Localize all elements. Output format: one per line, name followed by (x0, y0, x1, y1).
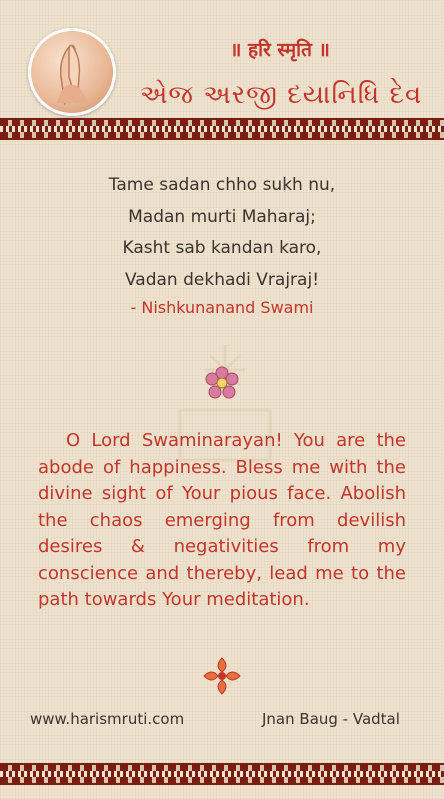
verse-line: Madan murti Maharaj; (128, 206, 316, 227)
border-band-top (0, 118, 444, 140)
verse-line: Tame sadan chho sukh nu, (108, 175, 336, 195)
verse-line: Vadan dekhadi Vrajraj! (124, 269, 320, 290)
verse-block (0, 170, 444, 317)
flower-icon (205, 366, 239, 400)
website-link[interactable]: www.harismruti.com (30, 710, 185, 728)
brand-title: ॥ हरि स्मृति ॥ (230, 39, 330, 61)
folded-hands-icon (28, 28, 116, 116)
border-band-bottom (0, 763, 444, 785)
swastik-emblem-icon (200, 654, 244, 698)
verse-line: Kasht sab kandan karo, (122, 238, 322, 258)
page-subtitle: એજ અરજી દયાનિધિ દેવ (140, 80, 423, 110)
header (0, 0, 444, 118)
location-text: Jnan Baug - Vadtal (262, 710, 400, 728)
verse-attribution: - Nishkunanand Swami (130, 298, 314, 317)
prayer-paragraph: O Lord Swaminarayan! You are the abode of happiness. Bless me with the divine sight of Your pious face. Abolish the chaos emerging from devilish desires & negativities from my conscience and thereby, lead me to the path towards Your meditation. (38, 430, 406, 610)
